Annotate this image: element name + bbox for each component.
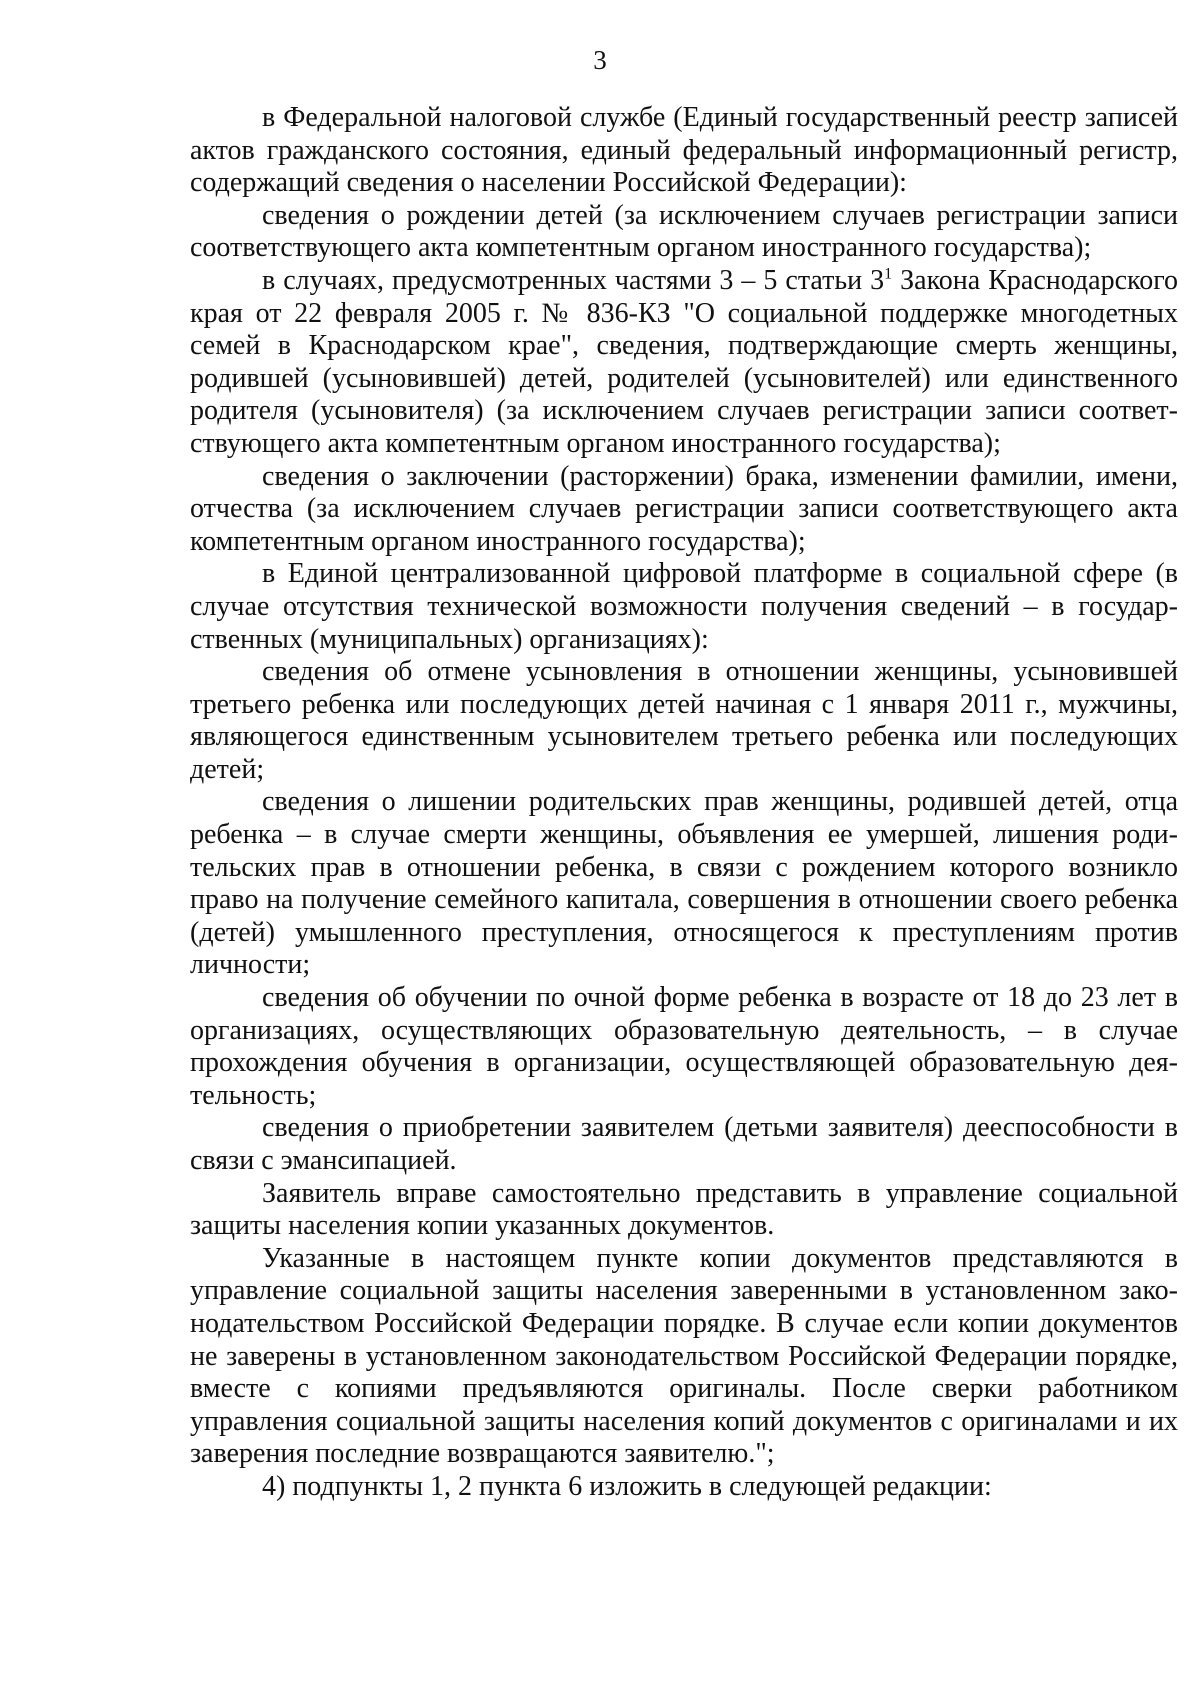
paragraph-emancipation: сведения о приобретении заявителем (детьми заявителя) дееспособности в связи с эмансипацией. — [190, 1112, 1178, 1176]
paragraph-tax-service-sources: в Федеральной налоговой службе (Единый государственный реестр записей актов гражданского состояния, единый федеральный информационный регистр, содержащий сведения о населении Российской Федерации): — [190, 102, 1178, 199]
paragraph-marriage-records: сведения о заключении (расторжении) брака, изменении фамилии, имени, отчества (за исключением случаев регистрации записи соответствующего акта компетентным органом иностранного государства); — [190, 460, 1178, 557]
paragraph-birth-records: сведения о рождении детей (за исключением случаев регистрации записи соответствующего акта компетентным органом иностранного государства); — [190, 199, 1178, 264]
page-number: 3 — [593, 45, 607, 75]
paragraph-education: сведения об обучении по очной форме ребенка в возрасте от 18 до 23 лет в организациях, осуществляющих образовательную деятельность, – в случае прохождения обучения в организации, осуществляющей образовательную деятельность; — [190, 982, 1178, 1111]
paragraph-death-records-text-after: Закона Краснодарского края от 22 февраля 2005 г. № 836-КЗ "О социальной поддержке многодетных семей в Краснодарском крае", сведения, подтверждающие смерть женщины, родившей (усыновившей) детей, родителей (усыновителей) или единственного родителя (усыновителя) (за исключением случаев регистрации записи соответствующего акта компетентным органом иностранного государства); — [190, 264, 1178, 459]
paragraph-applicant-right: Заявитель вправе самостоятельно представить в управление социальной защиты населения копии указанных документов. — [190, 1177, 1178, 1242]
paragraph-death-records — [190, 265, 1178, 461]
paragraph-parental-rights: сведения о лишении родительских прав женщины, родившей детей, отца ребенка – в случае смерти женщины, объявления ее умершей, лишения родительских прав в отношении ребенка, в связи с рождением которого возникло право на получение семейного капитала, совершения в отношении своего ребенка (детей) умышленного преступления, относящегося к преступлениям против личности; — [190, 786, 1178, 981]
paragraph-document-certification: Указанные в настоящем пункте копии документов представляются в управление социальной защиты населения заверенными в установленном законодательством Российской Федерации порядке. В случае если копии документов не заверены в установленном законодательством Российской Федерации порядке, вместе с копиями предъявляются оригиналы. После сверки работником управления социальной защиты населения копий документов с оригиналами и их заверения последние возвращаются заявителю."; — [190, 1242, 1178, 1470]
paragraph-amendment-item-4: 4) подпункты 1, 2 пункта 6 изложить в следующей редакции: — [262, 1470, 992, 1502]
paragraph-death-records-text-before: в случаях, предусмотренных частями 3 – 5 статьи 3 — [262, 264, 885, 296]
paragraph-digital-platform-sources: в Единой централизованной цифровой платформе в социальной сфере (в случае отсутствия технической возможности получения сведений – в государственных (муниципальных) организациях): — [190, 558, 1178, 655]
article-superscript: 1 — [884, 265, 893, 283]
document-body — [190, 102, 1178, 1504]
paragraph-adoption-cancellation: сведения об отмене усыновления в отношении женщины, усыновившей третьего ребенка или последующих детей начиная с 1 января 2011 г., мужчины, являющегося единственным усыновителем третьего ребенка или последующих детей; — [190, 656, 1178, 785]
